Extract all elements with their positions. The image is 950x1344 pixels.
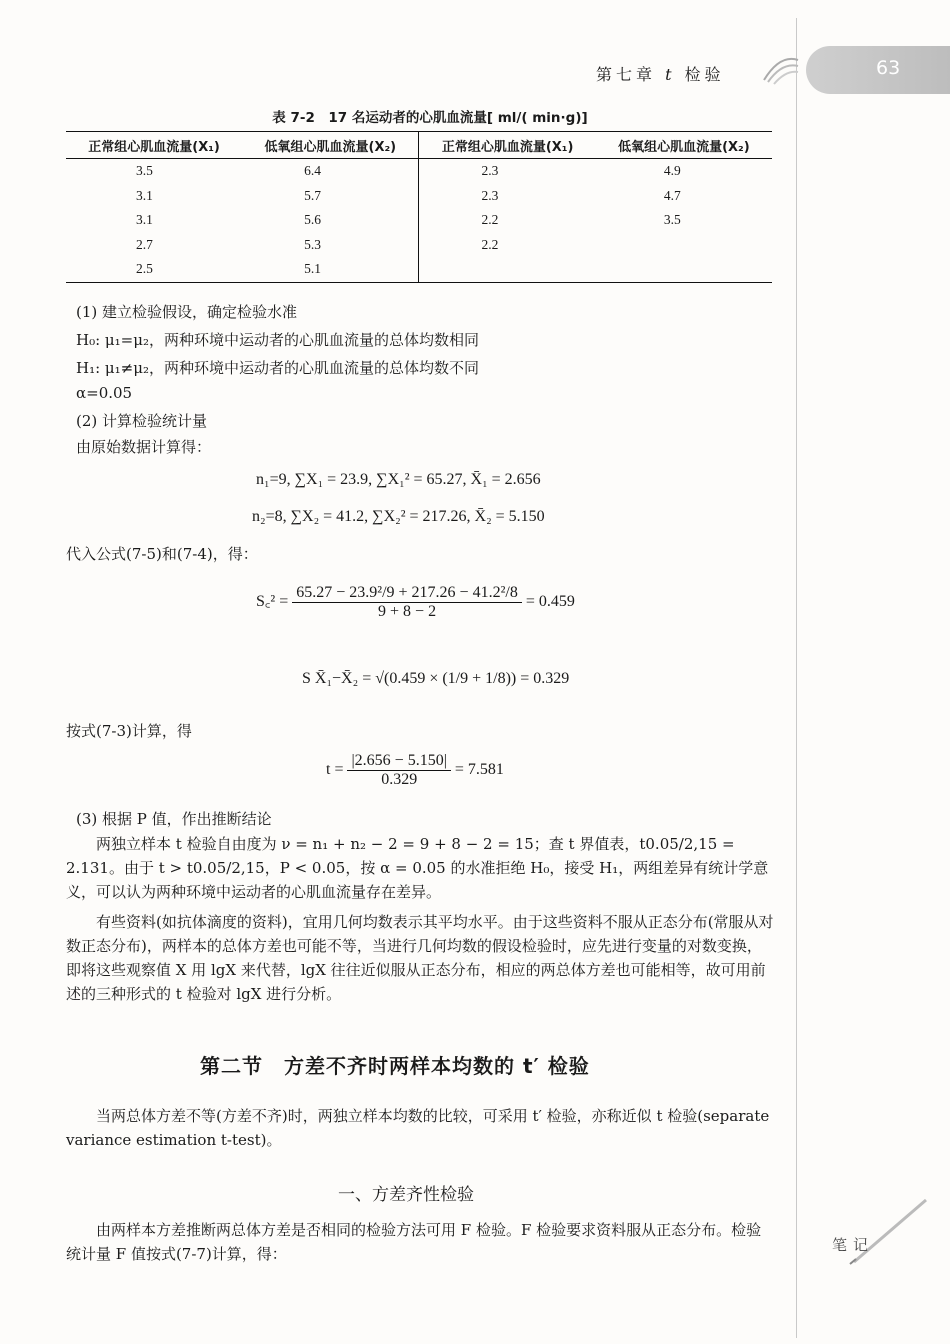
step-3-heading: (3) 根据 P 值，作出推断结论 bbox=[76, 810, 272, 828]
pooled-variance-formula: S꜀² = $\frac{\text{65.27 − 23.9²/9 + 217.26 − 41.2²/8}}{9 + 8 - 2}$ = 0.459 bbox=[256, 584, 575, 620]
null-hypothesis: H₀: μ₁=μ₂，两种环境中运动者的心肌血流量的总体均数相同 bbox=[76, 331, 480, 349]
col-header: 低氧组心肌血流量(X₂) bbox=[242, 132, 419, 159]
formula-group-1: n₁=9, ∑X₁ = 23.9, ∑X₁² = 65.27, X̄₁ = 2.656 bbox=[256, 471, 541, 488]
table-row: 2.7 5.3 2.2 bbox=[66, 233, 772, 258]
table-row: 2.5 5.1 bbox=[66, 257, 772, 282]
col-header: 低氧组心肌血流量(X₂) bbox=[596, 132, 772, 159]
pencil-icon bbox=[846, 1196, 930, 1266]
step-2-heading: (2) 计算检验统计量 bbox=[76, 412, 208, 430]
col-header: 正常组心肌血流量(X₁) bbox=[419, 132, 596, 159]
geometric-mean-paragraph: 有些资料(如抗体滴度的资料)，宜用几何均数表示其平均水平。由于这些资料不服从正态分布(常服从对数正态分布)，两样本的总体方差也可能不等，当进行几何均数的假设检验时，应先进行变量的对数变换，即将这些观察值 X 用 lgX 来代替，lgX 往往近似服从正态分布，相应的两总体方差也可能相等，故可用前述的三种形式的 t 检验对 lgX 进行分析。 bbox=[66, 913, 774, 1003]
section-title: 第二节 方差不齐时两样本均数的 t′ 检验 bbox=[200, 1054, 590, 1078]
margin-note: 笔记 bbox=[832, 1236, 875, 1254]
table-row: 3.1 5.7 2.3 4.7 bbox=[66, 184, 772, 209]
alt-hypothesis: H₁: μ₁≠μ₂，两种环境中运动者的心肌血流量的总体均数不同 bbox=[76, 359, 480, 377]
col-header: 正常组心肌血流量(X₁) bbox=[66, 132, 242, 159]
standard-error-formula: S X̄₁−X̄₂ = √(0.459 × (1/9 + 1/8)) = 0.329 bbox=[302, 670, 570, 687]
page-number: 63 bbox=[876, 57, 901, 79]
table-row: 3.5 6.4 2.3 4.9 bbox=[66, 159, 772, 184]
f-test-paragraph: 由两样本方差推断两总体方差是否相同的检验方法可用 F 检验。F 检验要求资料服从正态分布。检验统计量 F 值按式(7-7)计算，得： bbox=[66, 1221, 762, 1263]
substitute-line: 代入公式(7-5)和(7-4)，得： bbox=[66, 545, 258, 563]
alpha-level: α=0.05 bbox=[76, 384, 133, 402]
chapter-header: 第七章 t 检验 bbox=[596, 65, 725, 84]
data-table bbox=[66, 131, 772, 283]
swirl-icon bbox=[760, 52, 800, 86]
per-formula-7-3: 按式(7-3)计算，得 bbox=[66, 722, 192, 740]
section-intro: 当两总体方差不等(方差不齐)时，两独立样本均数的比较，可采用 t′ 检验，亦称近似 t 检验(separate variance estimation t-test)。 bbox=[66, 1107, 770, 1149]
t-statistic-formula: t = $\frac{|2.656 - 5.150|}{0.329}$ = 7.581 bbox=[326, 752, 504, 788]
table-caption: 表 7-2 17 名运动者的心肌血流量[ ml/( min·g)] bbox=[272, 110, 588, 126]
table-row: 3.1 5.6 2.2 3.5 bbox=[66, 208, 772, 233]
page-gutter-line bbox=[796, 18, 797, 1338]
step-1-heading: (1) 建立检验假设，确定检验水准 bbox=[76, 303, 298, 321]
step-2-intro: 由原始数据计算得： bbox=[76, 438, 212, 456]
conclusion-paragraph: 两独立样本 t 检验自由度为 ν = n₁ + n₂ − 2 = 9 + 8 − 2 = 15；查 t 界值表，t0.05/2,15 = 2.131。由于 t > t0.05/2,15，P < 0.05，按 α = 0.05 的水准拒绝 H₀，接受 H₁，两组差异有统计学意义，可以认为两种环境中运动者的心肌血流量存在差异。 bbox=[66, 835, 769, 901]
subsection-title: 一、方差齐性检验 bbox=[338, 1185, 474, 1205]
formula-group-2: n₂=8, ∑X₂ = 41.2, ∑X₂² = 217.26, X̄₂ = 5.150 bbox=[252, 508, 545, 525]
